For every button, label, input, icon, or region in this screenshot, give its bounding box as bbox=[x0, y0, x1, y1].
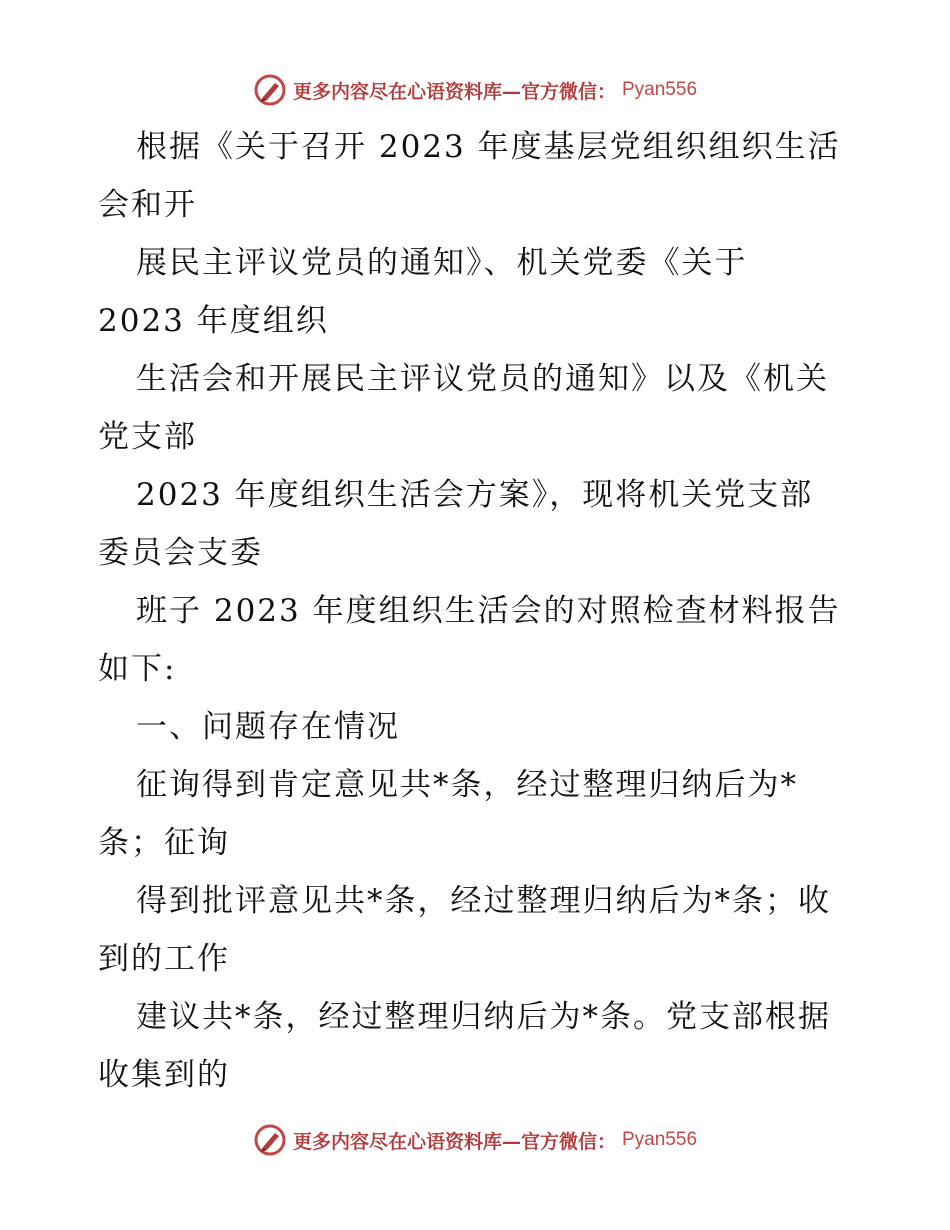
body-line: 生活会和开展民主评议党员的通知》以及《机关 bbox=[136, 361, 829, 397]
body-line: 到的工作 bbox=[98, 941, 230, 977]
section-heading: 一、问题存在情况 bbox=[136, 709, 400, 745]
body-line: 如下: bbox=[98, 651, 177, 687]
pen-logo-icon bbox=[253, 1123, 287, 1157]
header-banner-inner bbox=[253, 73, 697, 107]
footer-wechat-id: Pyan556 bbox=[622, 1129, 698, 1150]
body-line: 展民主评议党员的通知》、机关党委《关于 bbox=[136, 245, 748, 281]
footer-banner bbox=[0, 1120, 950, 1160]
body-line: 班子 2023 年度组织生活会的对照检查材料报告 bbox=[136, 593, 841, 629]
body-line: 2023 年度组织 bbox=[98, 303, 329, 339]
footer-banner-inner bbox=[253, 1123, 697, 1157]
document-body bbox=[98, 118, 858, 1104]
body-line: 收集到的 bbox=[98, 1057, 230, 1093]
header-banner bbox=[0, 70, 950, 110]
pen-logo-icon bbox=[253, 73, 287, 107]
body-line: 条；征询 bbox=[98, 825, 230, 861]
body-line: 2023 年度组织生活会方案》，现将机关党支部 bbox=[136, 477, 814, 513]
body-line: 根据《关于召开 2023 年度基层党组织组织生活 bbox=[136, 129, 841, 165]
body-line: 征询得到肯定意见共*条，经过整理归纳后为* bbox=[136, 767, 798, 803]
body-line: 会和开 bbox=[98, 187, 197, 223]
header-wechat-id: Pyan556 bbox=[622, 79, 698, 100]
body-line: 得到批评意见共*条，经过整理归纳后为*条；收 bbox=[136, 883, 831, 919]
body-line: 党支部 bbox=[98, 419, 197, 455]
body-line: 委员会支委 bbox=[98, 535, 263, 571]
body-line: 建议共*条，经过整理归纳后为*条。党支部根据 bbox=[136, 999, 831, 1035]
footer-banner-text: 更多内容尽在心语资料库—官方微信： bbox=[292, 1130, 616, 1153]
header-banner-text: 更多内容尽在心语资料库—官方微信： bbox=[292, 80, 616, 103]
